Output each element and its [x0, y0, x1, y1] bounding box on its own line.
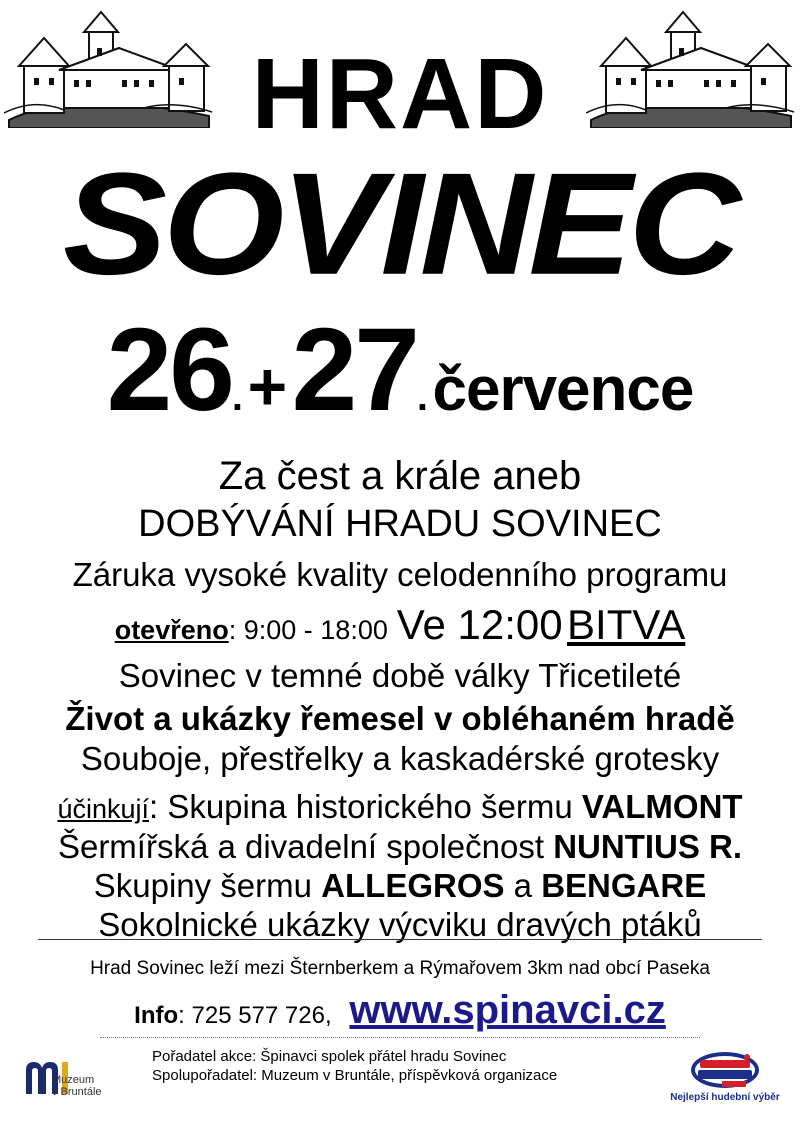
- info-label: Info: [134, 1002, 179, 1029]
- co-organizer-text: Spolupořadatel: Muzeum v Bruntále, příspěvková organizace: [152, 1067, 558, 1084]
- opening-hours-line: [0, 598, 800, 662]
- performer-1-text: : Skupina historického šermu: [148, 788, 582, 825]
- event-dates: [0, 304, 800, 461]
- website-link[interactable]: www.spinavci.cz: [349, 988, 666, 1032]
- quality-line: Záruka vysoké kvality celodenního programu: [72, 556, 728, 593]
- subtitle-line-2: DOBÝVÁNÍ HRADU SOVINEC: [138, 503, 662, 545]
- museum-line-1: Muzeum: [52, 1074, 95, 1086]
- subtitle-line-1: Za čest a krále aneb: [218, 454, 582, 498]
- museum-line-2: v Bruntále: [52, 1086, 102, 1098]
- date-plus: +: [247, 349, 288, 425]
- performers-line-1: [0, 787, 800, 829]
- date-month: července: [432, 355, 694, 424]
- performer-3-name-1: ALLEGROS: [321, 867, 505, 904]
- battle-word: BITVA: [567, 601, 686, 648]
- date-day-2: 27: [291, 304, 417, 436]
- title-sovinec: SOVINEC: [62, 143, 738, 306]
- performer-2-text: Šermířská a divadelní společnost: [57, 828, 554, 865]
- performers-line-4: Sokolnické ukázky výcviku dravých ptáků: [98, 906, 702, 943]
- radio-slogan: Nejlepší hudební výběr: [670, 1092, 780, 1103]
- divider-line: [38, 939, 762, 940]
- performer-1-name: VALMONT: [581, 788, 743, 825]
- opening-hours: : 9:00 - 18:00: [228, 615, 388, 645]
- performer-3-text: Skupiny šermu: [93, 867, 322, 904]
- title-hrad: HRAD: [251, 38, 549, 150]
- performer-3-join: a: [504, 867, 542, 904]
- organizers: [152, 1047, 557, 1085]
- date-dot-2: .: [416, 375, 429, 419]
- organizer-text: Pořadatel akce: Špinavci spolek přátel hradu Sovinec: [152, 1048, 507, 1065]
- dotted-divider: [100, 1037, 700, 1038]
- program-line-5: Sovinec v temné době války Třicetileté: [118, 657, 682, 694]
- battle-time: Ve 12:00: [396, 601, 563, 648]
- performer-3-name-2: BENGARE: [541, 867, 707, 904]
- info-phone: : 725 577 726,: [178, 1002, 332, 1029]
- date-day-1: 26: [106, 304, 232, 436]
- program-line-7: Souboje, přestřelky a kaskadérské grotesky: [80, 740, 720, 777]
- info-line: [0, 984, 800, 1045]
- performers-label: účinkují: [57, 794, 149, 824]
- opening-label: otevřeno: [114, 615, 229, 645]
- performer-2-name: NUNTIUS R.: [553, 828, 743, 865]
- program-line-6: Život a ukázky řemesel v obléhaném hradě: [65, 700, 735, 737]
- location-text: Hrad Sovinec leží mezi Šternberkem a Rýmařovem 3km nad obcí Paseka: [90, 958, 710, 979]
- date-dot-1: .: [231, 375, 244, 419]
- museum-logo-text: [52, 1074, 102, 1098]
- performers-line-3: [0, 866, 800, 906]
- performers-line-2: [0, 827, 800, 867]
